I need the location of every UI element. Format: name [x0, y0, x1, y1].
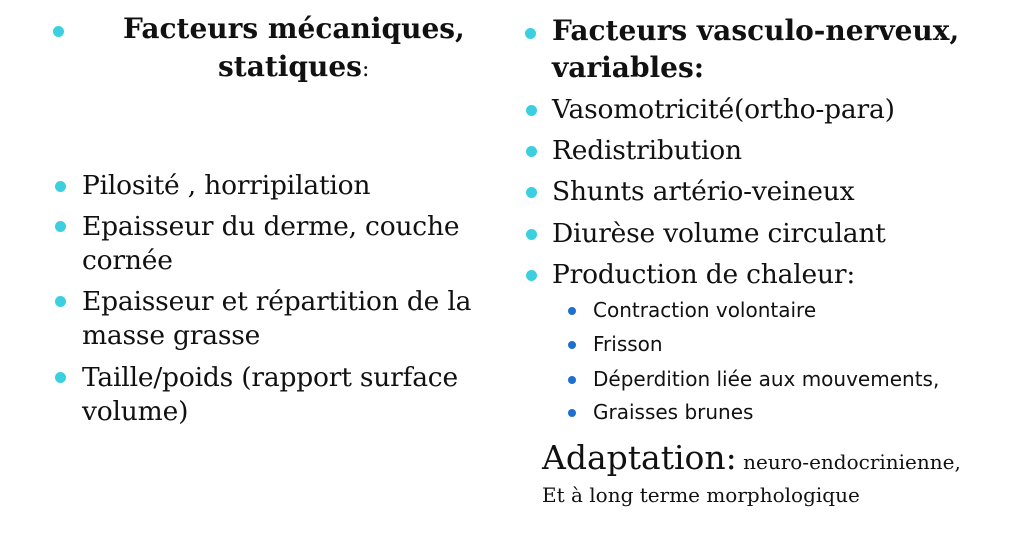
list-item: Pilosité , horripilation	[82, 170, 371, 201]
bullet-icon	[55, 221, 66, 232]
sub-list-item: Déperdition liée aux mouvements,	[593, 367, 940, 391]
list-item: Production de chaleur:	[552, 259, 856, 290]
left-heading-line2: statiques:	[218, 50, 370, 83]
list-item: Epaisseur et répartition de la	[82, 286, 472, 317]
right-heading-line2: variables:	[552, 51, 705, 84]
bullet-icon	[55, 372, 66, 383]
adaptation-line	[542, 438, 961, 484]
sub-list-item: Frisson	[593, 332, 663, 356]
subbullet-icon	[568, 409, 576, 417]
bullet-icon	[525, 28, 536, 39]
sub-list-item: Graisses brunes	[593, 400, 754, 424]
list-item: Shunts artério-veineux	[552, 176, 855, 207]
sub-list-item: Contraction volontaire	[593, 298, 817, 322]
list-item: Diurèse volume circulant	[552, 218, 886, 249]
right-heading-line1: Facteurs vasculo-nerveux,	[552, 14, 960, 47]
bullet-icon	[526, 270, 537, 281]
bullet-icon	[55, 181, 66, 192]
left-heading-line1: Facteurs mécaniques,	[123, 12, 465, 45]
adaptation-detail: neuro-endocrinienne,	[736, 450, 961, 474]
list-item: Epaisseur du derme, couche	[82, 211, 460, 242]
bullet-icon	[526, 229, 537, 240]
subbullet-icon	[568, 376, 576, 384]
list-item-continued: volume)	[82, 396, 189, 427]
list-item: Taille/poids (rapport surface	[82, 362, 458, 393]
list-item: Vasomotricité(ortho-para)	[552, 94, 895, 125]
bullet-icon	[53, 26, 64, 37]
list-item: Redistribution	[552, 135, 742, 166]
bullet-icon	[526, 105, 537, 116]
subbullet-icon	[568, 307, 576, 315]
adaptation-label: Adaptation:	[542, 438, 737, 477]
subbullet-icon	[568, 341, 576, 349]
bullet-icon	[526, 146, 537, 157]
list-item-continued: cornée	[82, 245, 173, 276]
list-item-continued: masse grasse	[82, 320, 261, 351]
adaptation-line2: Et à long terme morphologique	[542, 483, 860, 507]
bullet-icon	[55, 296, 66, 307]
bullet-icon	[526, 187, 537, 198]
